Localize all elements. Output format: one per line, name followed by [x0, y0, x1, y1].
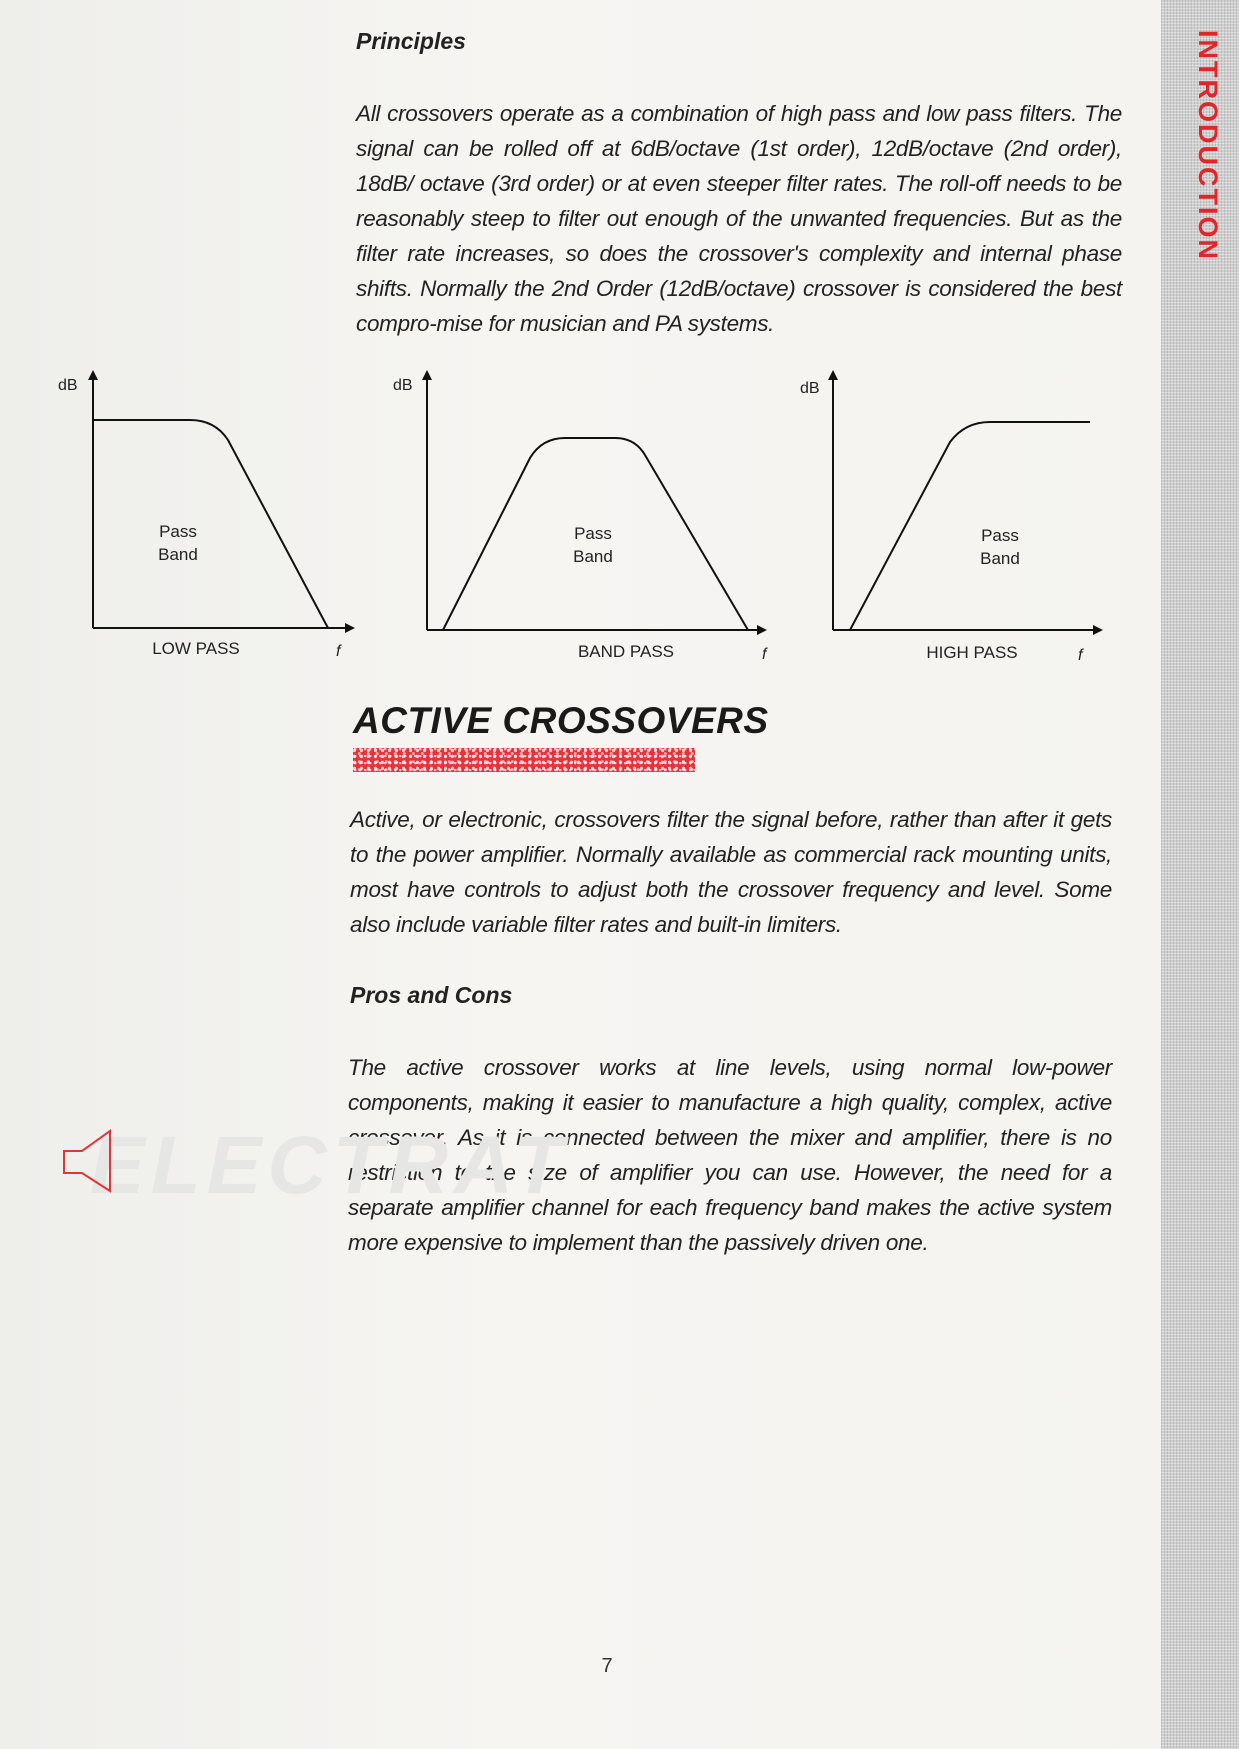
band-pass-x-label: f	[762, 646, 767, 663]
band-pass-diagram	[393, 375, 768, 663]
low-pass-curve	[93, 420, 328, 628]
high-pass-y-label: dB	[800, 380, 820, 397]
active-crossovers-paragraph: Active, or electronic, crossovers filter the signal before, rather than after it gets to the power amplifier. Normally available as commercial rack mounting units, most have controls to adjust both the crossover frequency and level. Some also include variable filter rates and built-in limiters.	[350, 807, 1112, 937]
pros-cons-heading: Pros and Cons	[350, 982, 513, 1008]
band-pass-band-label: Band	[573, 547, 613, 566]
high-pass-caption: HIGH PASS	[926, 643, 1018, 662]
pros-cons-paragraph: The active crossover works at line levels, using normal low-power components, making it easier to manufacture a high quality, complex, active crossover. As it is connected between the mixer and amplifier, there is no restriction to the size of amplifier you can use. However, the need for a separate amplifier channel for each frequency band makes the active system more expensive to implement than the passively driven one.	[348, 1055, 1112, 1255]
high-pass-curve	[850, 422, 1090, 630]
low-pass-diagram	[58, 375, 350, 660]
watermark	[40, 1120, 570, 1211]
low-pass-band-label: Band	[158, 545, 198, 564]
speaker-icon	[60, 1129, 120, 1195]
page-number: 7	[601, 1655, 613, 1677]
principles-heading: Principles	[356, 28, 466, 54]
low-pass-pass-label: Pass	[159, 522, 197, 541]
high-pass-pass-label: Pass	[981, 526, 1019, 545]
low-pass-x-label: f	[336, 643, 341, 660]
principles-paragraph: All crossovers operate as a combination of high pass and low pass filters. The signal can be rolled off at 6dB/octave (1st order), 12dB/octave (2nd order), 18dB/ octave (3rd order) or at even steeper filter rates. The roll-off needs to be reasonably steep to filter out enough of the unwanted frequencies. But as the filter rate increases, so does the crossover's complexity and internal phase shifts. Normally the 2nd Order (12dB/octave) crossover is considered the best compro-mise for musician and PA systems.	[356, 101, 1122, 336]
high-pass-x-label: f	[1078, 647, 1083, 664]
active-crossovers-heading: ACTIVE CROSSOVERS	[353, 700, 769, 741]
band-pass-pass-label: Pass	[574, 524, 612, 543]
filter-diagrams	[0, 0, 1239, 700]
band-pass-y-label: dB	[393, 377, 413, 394]
side-tab-label: INTRODUCTION	[1193, 30, 1223, 261]
low-pass-y-label: dB	[58, 377, 78, 394]
high-pass-diagram	[800, 375, 1098, 664]
watermark-text: ELECTRAT	[90, 1120, 570, 1211]
low-pass-caption: LOW PASS	[152, 639, 240, 658]
heading-accent-bar	[353, 748, 695, 772]
high-pass-band-label: Band	[980, 549, 1020, 568]
band-pass-caption: BAND PASS	[577, 642, 675, 661]
